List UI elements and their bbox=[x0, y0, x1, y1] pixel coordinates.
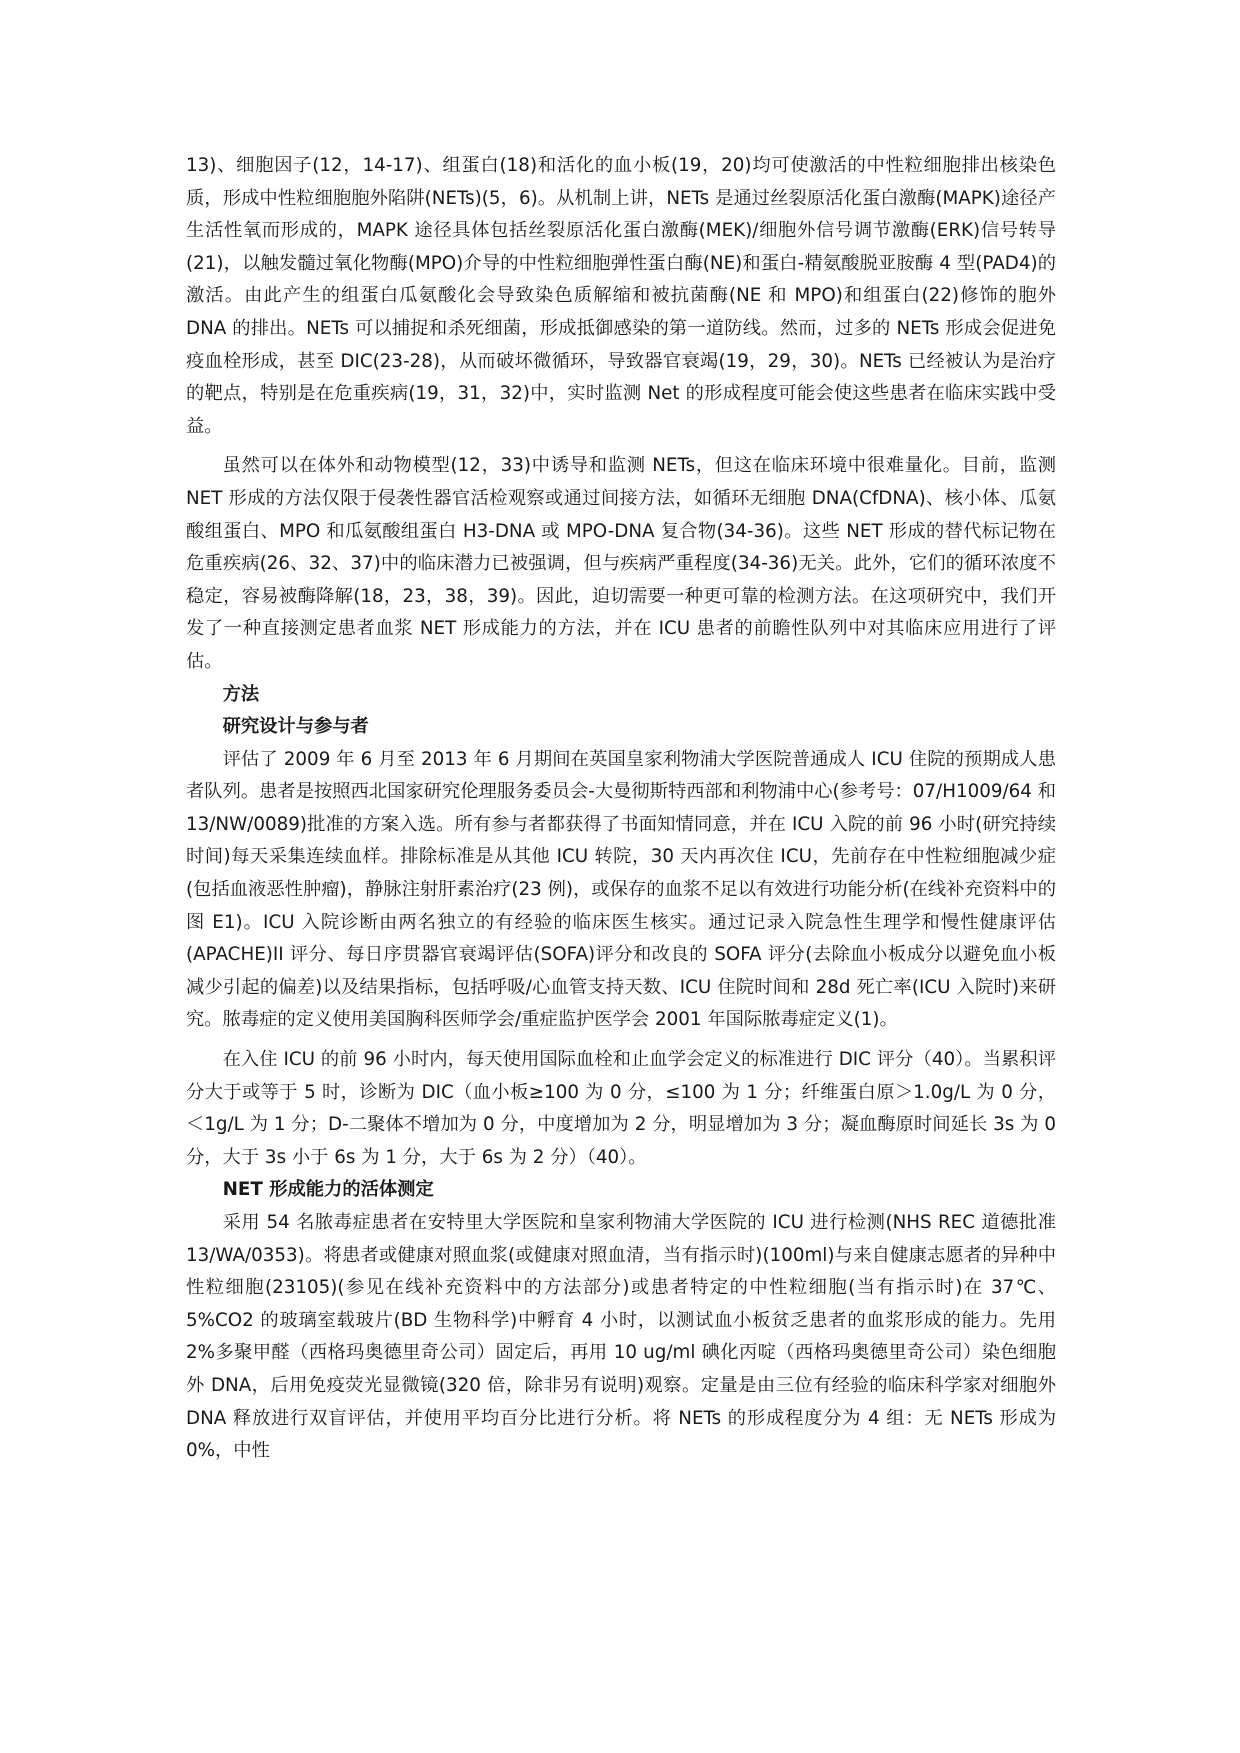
heading-net-assay: NET 形成能力的活体测定 bbox=[222, 1179, 434, 1201]
paragraph-dic-score: 在入住 ICU 的前 96 小时内，每天使用国际血栓和止血学会定义的标准进行 DIC 评分（40）。当累积评分大于或等于 5 时，诊断为 DIC（血小板≥100 为 0 分，≤100 为 1 分；纤维蛋白原＞1.0g/L 为 0 分，＜1g/L 为 1 分；D-二聚体不增加为 0 分，中度增加为 2 分，明显增加为 3 分；凝血酶原时间延长 3s 为 0 分，大于 3s 小于 6s 为 1 分，大于 6s 为 2 分）（40）。 bbox=[186, 1049, 1056, 1168]
heading-methods: 方法 bbox=[222, 683, 260, 705]
heading-study-design: 研究设计与参与者 bbox=[222, 716, 369, 738]
paragraph-cohort: 评估了 2009 年 6 月至 2013 年 6 月期间在英国皇家利物浦大学医院普通成人 ICU 住院的预期成人患者队列。患者是按照西北国家研究伦理服务委员会-大曼彻斯特西部和利物浦中心(参考号：07/H1009/64 和 13/NW/0089)批准的方案入选。所有参与者都获得了书面知情同意，并在 ICU 入院的前 96 小时(研究持续时间)每天采集连续血样。排除标准是从其他 ICU 转院，30 天内再次住 ICU，先前存在中性粒细胞减少症(包括血液恶性肿瘤)，静脉注射肝素治疗(23 例)，或保存的血浆不足以有效进行功能分析(在线补充资料中的图 E1)。ICU 入院诊断由两名独立的有经验的临床医生核实。通过记录入院急性生理学和慢性健康评估(APACHE)II 评分、每日序贯器官衰竭评估(SOFA)评分和改良的 SOFA 评分(去除血小板成分以避免血小板减少引起的偏差)以及结果指标，包括呼吸/心血管支持天数、ICU 住院时间和 28d 死亡率(ICU 入院时)来研究。脓毒症的定义使用美国胸科医师学会/重症监护医学会 2001 年国际脓毒症定义(1)。 bbox=[186, 748, 1056, 1031]
paragraph-assay-method: 采用 54 名脓毒症患者在安特里大学医院和皇家利物浦大学医院的 ICU 进行检测(NHS REC 道德批准 13/WA/0353)。将患者或健康对照血浆(或健康对照血清，当有指示时)(100ml)与来自健康志愿者的异种中性粒细胞(23105)(参见在线补充资料中的方法部分)或患者特定的中性粒细胞(当有指示时)在 37℃、5%CO2 的玻璃室载玻片(BD 生物科学)中孵育 4 小时，以测试血小板贫乏患者的血浆形成的能力。先用 2%多聚甲醛（西格玛奥德里奇公司）固定后，再用 10 ug/ml 碘化丙啶（西格玛奥德里奇公司）染色细胞外 DNA，后用免疫荧光显微镜(320 倍，除非另有说明)观察。定量是由三位有经验的临床科学家对细胞外 DNA 释放进行双盲评估，并使用平均百分比进行分析。将 NETs 的形成程度分为 4 组：无 NETs 形成为 0%，中性 bbox=[186, 1212, 1056, 1462]
paragraph-nets-monitoring: 虽然可以在体外和动物模型(12，33)中诱导和监测 NETs，但这在临床环境中很难量化。目前，监测 NET 形成的方法仅限于侵袭性器官活检观察或通过间接方法，如循环无细胞 DNA(CfDNA)、核小体、瓜氨酸组蛋白、MPO 和瓜氨酸组蛋白 H3-DNA 或 MPO-DNA 复合物(34-36)。这些 NET 形成的替代标记物在危重疾病(26、32、37)中的临床潜力已被强调，但与疾病严重程度(34-36)无关。此外，它们的循环浓度不稳定，容易被酶降解(18，23，38，39)。因此，迫切需要一种更可靠的检测方法。在这项研究中，我们开发了一种直接测定患者血浆 NET 形成能力的方法，并在 ICU 患者的前瞻性队列中对其临床应用进行了评估。 bbox=[186, 455, 1056, 672]
paragraph-nets-mechanism: 13)、细胞因子(12，14-17)、组蛋白(18)和活化的血小板(19，20)均可使激活的中性粒细胞排出核染色质，形成中性粒细胞胞外陷阱(NETs)(5，6)。从机制上讲，NETs 是通过丝裂原活化蛋白激酶(MAPK)途径产生活性氧而形成的，MAPK 途径具体包括丝裂原活化蛋白激酶(MEK)/细胞外信号调节激酶(ERK)信号转导(21)，以触发髓过氧化物酶(MPO)介导的中性粒细胞弹性蛋白酶(NE)和蛋白-精氨酸脱亚胺酶 4 型(PAD4)的激活。由此产生的组蛋白瓜氨酸化会导致染色质解缩和被抗菌酶(NE 和 MPO)和组蛋白(22)修饰的胞外 DNA 的排出。NETs 可以捕捉和杀死细菌，形成抵御感染的第一道防线。然而，过多的 NETs 形成会促进免疫血栓形成，甚至 DIC(23-28)，从而破坏微循环，导致器官衰竭(19，29，30)。NETs 已经被认为是治疗的靶点，特别是在危重疾病(19，31，32)中，实时监测 Net 的形成程度可能会使这些患者在临床实践中受益。 bbox=[186, 155, 1056, 437]
document-body bbox=[186, 150, 1056, 1468]
